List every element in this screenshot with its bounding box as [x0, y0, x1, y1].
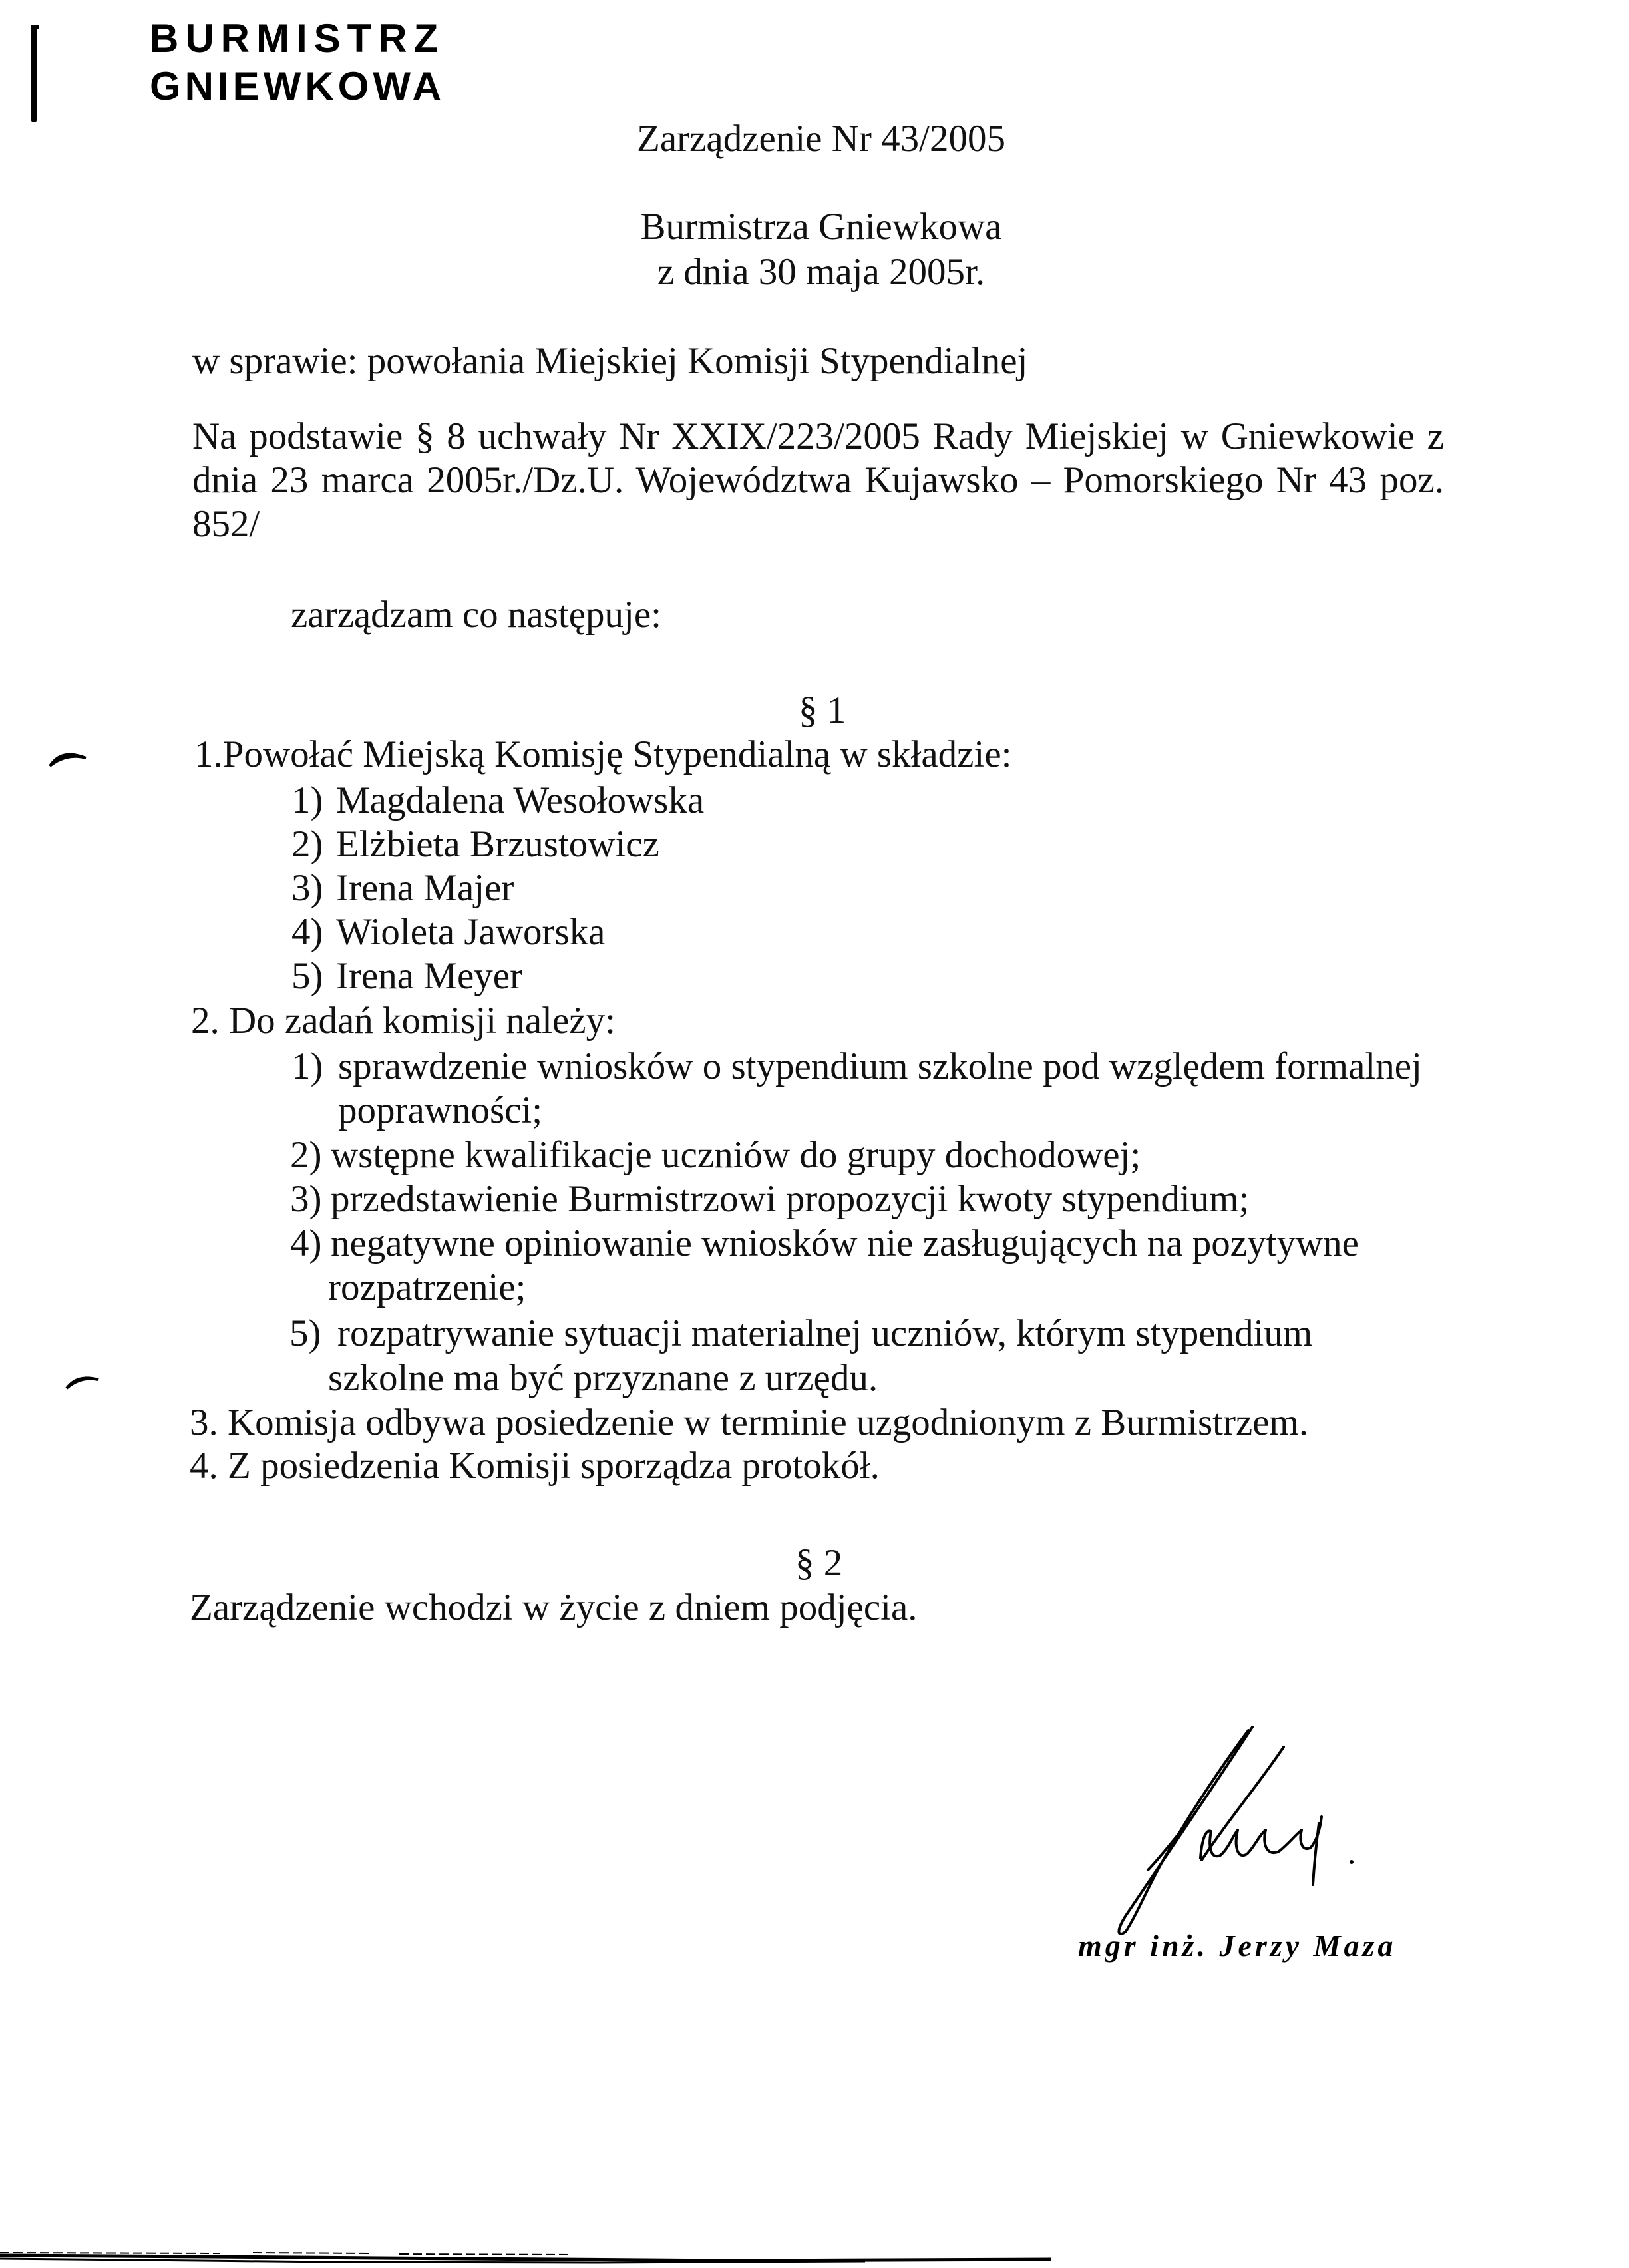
document-issuer: Burmistrza Gniewkowa: [640, 206, 1002, 248]
section-1-point-4: 4. Z posiedzenia Komisji sporządza protokół.: [190, 1445, 880, 1487]
legal-basis-line: Na podstawie § 8 uchwały Nr XXIX/223/2005 Rady Miejskiej w Gniewkowie z: [192, 415, 1444, 457]
member-name: Magdalena Wesołowska: [336, 779, 705, 821]
legal-basis-line: 852/: [192, 503, 260, 545]
margin-bar-tick: [31, 25, 39, 29]
legal-basis-line: dnia 23 marca 2005r./Dz.U. Województwa Kujawsko – Pomorskiego Nr 43 poz.: [192, 459, 1444, 501]
section-1-point-3: 3. Komisja odbywa posiedzenie w terminie uzgodnionym z Burmistrzem.: [190, 1402, 1309, 1443]
task-number: 2): [290, 1134, 322, 1176]
member-number: 1): [291, 779, 323, 821]
section-1-point-2: 2. Do zadań komisji należy:: [191, 1000, 616, 1041]
section-2-heading: § 2: [795, 1542, 843, 1584]
section-2-text: Zarządzenie wchodzi w życie z dniem podjęcia.: [190, 1587, 918, 1628]
document-subject: w sprawie: powołania Miejskiej Komisji Stypendialnej: [192, 340, 1028, 382]
member-number: 3): [291, 867, 323, 909]
margin-bar: [31, 25, 37, 122]
punch-mark-top: [50, 755, 86, 766]
signature-stroke-loop: [1119, 1727, 1252, 1934]
signature-dot: [1350, 1860, 1354, 1864]
task-text: przedstawienie Burmistrzowi propozycji kwoty stypendium;: [331, 1178, 1250, 1220]
letterhead-stamp-line-2: GNIEWKOWA: [150, 64, 445, 108]
section-1-point-1: 1.Powołać Miejską Komisję Stypendialną w składzie:: [194, 733, 1012, 775]
task-number: 5): [289, 1312, 321, 1354]
member-number: 5): [291, 955, 323, 997]
scan-artifact-lines: [0, 2253, 1051, 2263]
task-text: rozpatrywanie sytuacji materialnej uczniów, którym stypendium: [337, 1312, 1313, 1354]
member-number: 2): [291, 823, 323, 865]
signatory-name-stamp: mgr inż. Jerzy Maza: [1078, 1929, 1397, 1963]
task-text: negatywne opiniowanie wniosków nie zasługujących na pozytywne: [331, 1223, 1359, 1264]
document-title: Zarządzenie Nr 43/2005: [637, 118, 1005, 160]
section-1-heading: § 1: [799, 689, 846, 731]
signature-stroke-upper: [1148, 1820, 1190, 1870]
task-number: 1): [291, 1045, 323, 1087]
signature-stroke-main: [1202, 1747, 1284, 1860]
handwritten-signature: [1119, 1727, 1322, 1934]
member-name: Elżbieta Brzustowicz: [336, 823, 659, 865]
task-text-continuation: szkolne ma być przyznane z urzędu.: [328, 1357, 878, 1399]
task-number: 3): [290, 1178, 322, 1220]
punch-mark-bottom: [67, 1378, 98, 1388]
letterhead-stamp-line-1: BURMISTRZ: [150, 16, 445, 61]
task-text: wstępne kwalifikacje uczniów do grupy dochodowej;: [331, 1134, 1141, 1176]
member-name: Wioleta Jaworska: [336, 911, 606, 953]
task-number: 4): [290, 1223, 322, 1264]
task-text: sprawdzenie wniosków o stypendium szkolne pod względem formalnej: [338, 1045, 1422, 1087]
task-text-continuation: rozpatrzenie;: [328, 1266, 526, 1308]
member-name: Irena Majer: [336, 867, 514, 909]
decree-phrase: zarządzam co następuje:: [291, 594, 662, 636]
signature-stroke-tail: [1313, 1823, 1319, 1885]
member-number: 4): [291, 911, 323, 953]
document-date: z dnia 30 maja 2005r.: [657, 251, 986, 293]
task-text-continuation: poprawności;: [338, 1089, 543, 1131]
member-name: Irena Meyer: [336, 955, 523, 997]
